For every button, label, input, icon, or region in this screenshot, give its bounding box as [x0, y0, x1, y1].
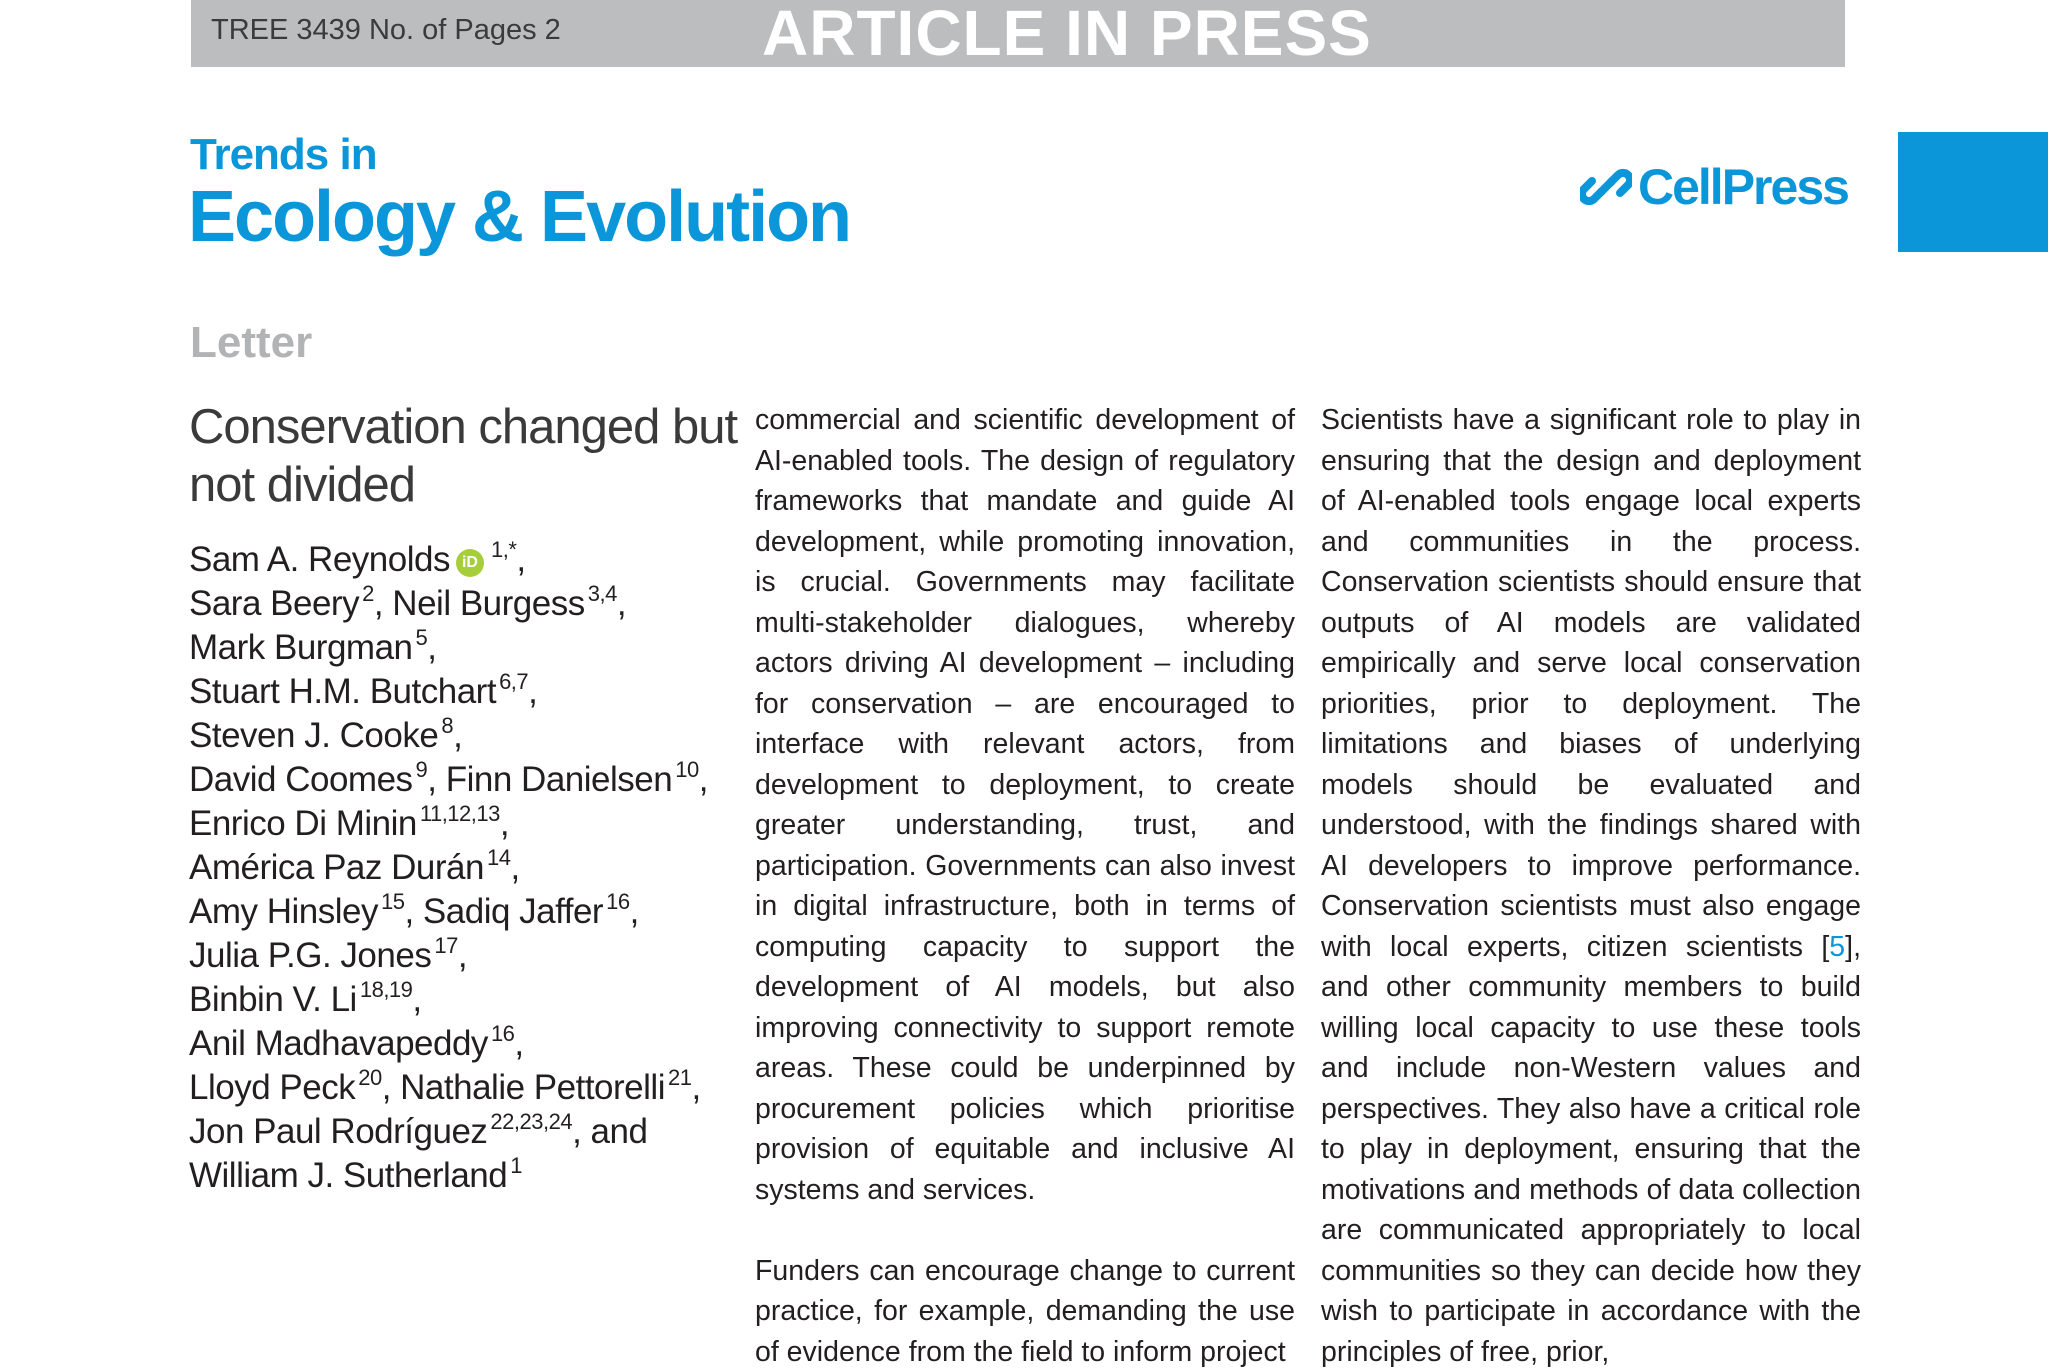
author-separator: ,: [427, 628, 436, 667]
author-name[interactable]: David Coomes: [189, 760, 413, 799]
author-name[interactable]: Lloyd Peck: [189, 1068, 355, 1107]
author-separator: ,: [382, 1068, 400, 1107]
author-separator: ,: [374, 584, 392, 623]
author-line: [189, 1110, 749, 1154]
author-separator: ,: [404, 892, 422, 931]
author-line: [189, 582, 749, 626]
author-affiliation: 1,*: [491, 537, 516, 562]
author-line: [189, 890, 749, 934]
author-line: [189, 802, 749, 846]
author-line: [189, 714, 749, 758]
author-separator: ,: [412, 980, 421, 1019]
author-separator: ,: [500, 804, 509, 843]
reference-link[interactable]: 5: [1829, 931, 1845, 963]
body-column-middle: [755, 400, 1295, 1372]
author-affiliation: 8: [441, 713, 453, 738]
author-name[interactable]: Steven J. Cooke: [189, 716, 438, 755]
body-text: Scientists have a significant role to play in ensuring that the design and deployment of AI-enabled tools engage local experts and communities in the process. Conservation scientists should ensure that outputs of AI models are validated empirically and serve local conservation priorities, prior to deployment. The limitations and biases of underlying models should be evaluated and understood, with the findings shared with AI developers to improve performance. Conservation scientists must also engage with local experts, citizen scientists [: [1321, 404, 1861, 963]
author-affiliation: 1: [510, 1153, 522, 1178]
author-separator: ,: [453, 716, 462, 755]
author-affiliation: 11,12,13: [420, 801, 500, 826]
author-line: [189, 1066, 749, 1110]
publisher-name: CellPress: [1638, 158, 1848, 216]
author-name[interactable]: Sadiq Jaffer: [423, 892, 603, 931]
author-name[interactable]: Sam A. Reynolds: [189, 540, 450, 579]
author-name[interactable]: Sara Beery: [189, 584, 359, 623]
author-affiliation: 6,7: [499, 669, 528, 694]
manuscript-code: TREE 3439 No. of Pages 2: [211, 14, 561, 47]
author-line: [189, 978, 749, 1022]
author-name[interactable]: Nathalie Pettorelli: [400, 1068, 665, 1107]
author-line: [189, 846, 749, 890]
author-name[interactable]: Finn Danielsen: [446, 760, 672, 799]
author-separator: ,: [699, 760, 708, 799]
journal-name-prefix: Trends in: [190, 130, 377, 180]
author-name[interactable]: Mark Burgman: [189, 628, 413, 667]
author-list: [189, 538, 749, 1198]
article-in-press-label: ARTICLE IN PRESS: [762, 0, 1372, 69]
body-text: ], and other community members to build willing local capacity to use these tools and include non-Western values and perspectives. They also have a critical role to play in deployment, ensuring that the motivations and methods of data collection are communicated appropriately to local communities so they can decide how they wish to participate in accordance with the principles of free, prior,: [1321, 931, 1861, 1368]
author-line: [189, 626, 749, 670]
author-line: [189, 934, 749, 978]
author-affiliation: 16: [491, 1021, 514, 1046]
author-name[interactable]: Binbin V. Li: [189, 980, 357, 1019]
body-paragraph: Funders can encourage change to current practice, for example, demanding the use of evidence from the field to inform project: [755, 1251, 1295, 1372]
body-paragraph: commercial and scientific development of AI-enabled tools. The design of regulatory frameworks that mandate and guide AI development, while promoting innovation, is crucial. Governments may facilitate multi-stakeholder dialogues, whereby actors driving AI development – including for conservation – are encouraged to interface with relevant actors, from development to deployment, to create greater understanding, trust, and participation. Governments can also invest in digital infrastructure, both in terms of computing capacity to support the development of AI models, but also improving connectivity to support remote areas. These could be underpinned by procurement policies which prioritise provision of equitable and inclusive AI systems and services.: [755, 400, 1295, 1210]
author-affiliation: 16: [606, 889, 629, 914]
orcid-icon[interactable]: iD: [456, 549, 484, 577]
article-type: Letter: [190, 318, 312, 368]
author-separator: ,: [510, 848, 519, 887]
author-name[interactable]: William J. Sutherland: [189, 1156, 507, 1195]
author-affiliation: 5: [416, 625, 428, 650]
author-separator: ,: [617, 584, 626, 623]
author-affiliation: 3,4: [588, 581, 617, 606]
author-name[interactable]: Enrico Di Minin: [189, 804, 417, 843]
journal-name: Ecology & Evolution: [188, 176, 850, 258]
author-separator: ,: [514, 1024, 523, 1063]
author-separator: ,: [630, 892, 639, 931]
publisher-logo[interactable]: [1580, 158, 1848, 216]
author-affiliation: 15: [381, 889, 404, 914]
author-affiliation: 20: [358, 1065, 381, 1090]
author-affiliation: 18,19: [360, 977, 413, 1002]
author-name[interactable]: América Paz Durán: [189, 848, 484, 887]
author-line: [189, 670, 749, 714]
author-name[interactable]: Stuart H.M. Butchart: [189, 672, 496, 711]
cellpress-logo-icon: [1580, 161, 1632, 213]
author-name[interactable]: Jon Paul Rodríguez: [189, 1112, 487, 1151]
author-line: [189, 1154, 749, 1198]
author-name[interactable]: Julia P.G. Jones: [189, 936, 431, 975]
author-affiliation: 17: [434, 933, 457, 958]
article-title: Conservation changed but not divided: [189, 398, 749, 514]
body-column-right: [1321, 400, 1861, 1372]
author-affiliation: 2: [362, 581, 374, 606]
author-name[interactable]: Amy Hinsley: [189, 892, 378, 931]
author-affiliation: 9: [416, 757, 428, 782]
author-line: [189, 538, 749, 582]
author-separator: , and: [572, 1112, 647, 1151]
edge-color-tab: [1898, 132, 2048, 252]
author-separator: ,: [516, 540, 525, 579]
author-affiliation: 10: [675, 757, 698, 782]
author-line: [189, 1022, 749, 1066]
author-affiliation: 21: [668, 1065, 691, 1090]
author-name[interactable]: Neil Burgess: [392, 584, 584, 623]
author-affiliation: 14: [487, 845, 510, 870]
body-paragraph: [1321, 400, 1861, 1372]
author-separator: ,: [458, 936, 467, 975]
author-affiliation: 22,23,24: [490, 1109, 572, 1134]
author-separator: ,: [691, 1068, 700, 1107]
author-separator: ,: [528, 672, 537, 711]
author-separator: ,: [427, 760, 445, 799]
author-name[interactable]: Anil Madhavapeddy: [189, 1024, 488, 1063]
author-line: [189, 758, 749, 802]
